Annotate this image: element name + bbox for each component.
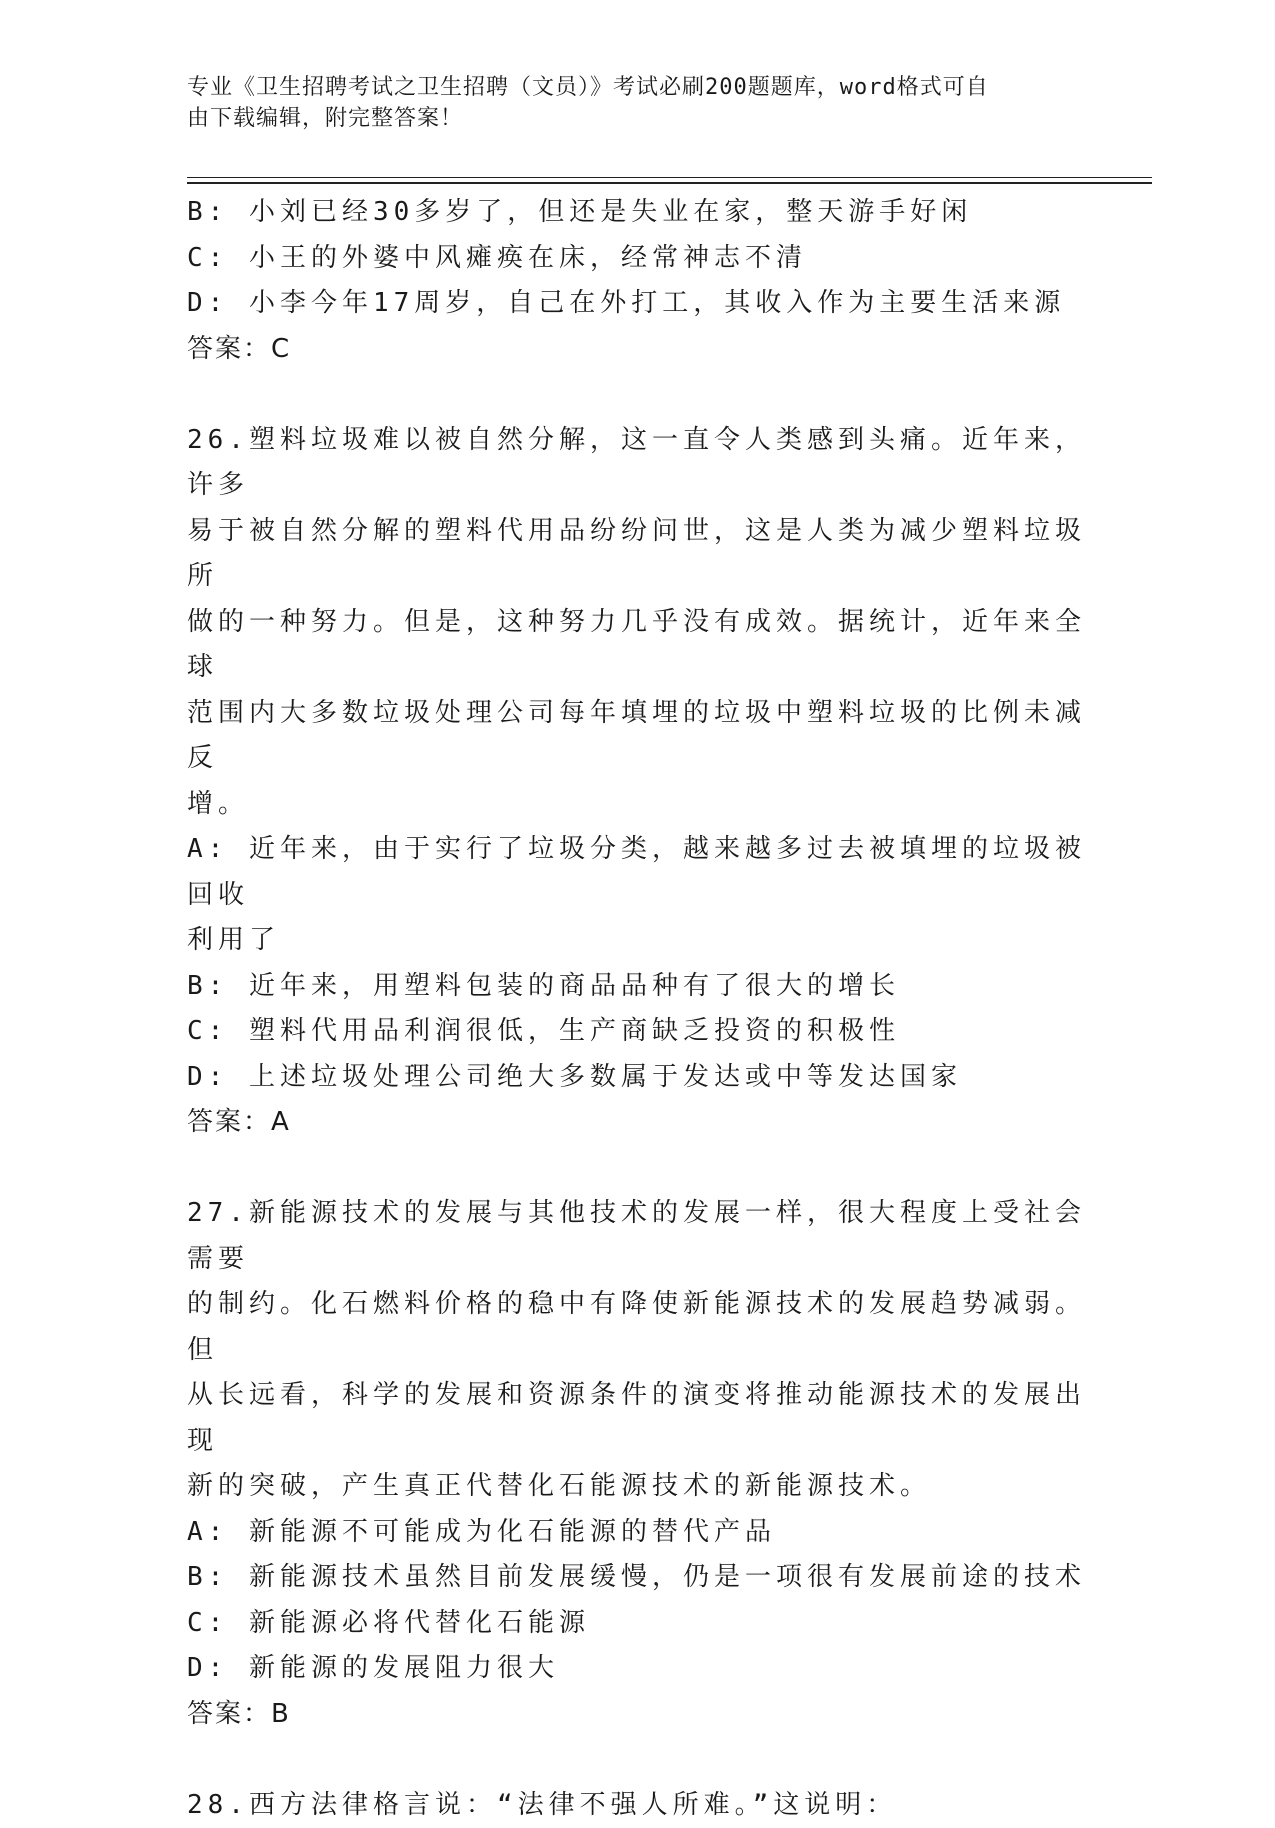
- option-c: C: 塑料代用品利润很低，生产商缺乏投资的积极性: [187, 1009, 1087, 1055]
- answer: 答案：A: [187, 1100, 1087, 1146]
- question-26: [187, 418, 1087, 1146]
- question-stem-line: 范围内大多数垃圾处理公司每年填埋的垃圾中塑料垃圾的比例未减反: [187, 691, 1087, 782]
- document-body: [187, 190, 1087, 1828]
- option-a: A: 新能源不可能成为化石能源的替代产品: [187, 1510, 1087, 1556]
- option-b: B: 新能源技术虽然目前发展缓慢，仍是一项很有发展前途的技术: [187, 1555, 1087, 1601]
- question-28: [187, 1783, 1087, 1828]
- header-divider-thick: [187, 182, 1152, 184]
- option-a: A: 近年来，由于实行了垃圾分类，越来越多过去被填埋的垃圾被回收: [187, 827, 1087, 918]
- question-stem-line: 26.塑料垃圾难以被自然分解，这一直令人类感到头痛。近年来，许多: [187, 418, 1087, 509]
- header-line-1: 专业《卫生招聘考试之卫生招聘（文员）》考试必刷200题题库，word格式可自: [187, 72, 1067, 103]
- option-d: D: 新能源的发展阻力很大: [187, 1646, 1087, 1692]
- question-stem-line: 新的突破，产生真正代替化石能源技术的新能源技术。: [187, 1464, 1087, 1510]
- document-header: [187, 72, 1067, 134]
- answer: 答案：C: [187, 327, 1087, 373]
- header-line-2: 由下载编辑，附完整答案！: [187, 103, 1067, 134]
- option-d: D: 小李今年17周岁，自己在外打工，其收入作为主要生活来源: [187, 281, 1087, 327]
- question-25-tail: [187, 190, 1087, 372]
- option-c: C: 新能源必将代替化石能源: [187, 1601, 1087, 1647]
- question-stem-line: 做的一种努力。但是，这种努力几乎没有成效。据统计，近年来全球: [187, 600, 1087, 691]
- question-stem-line: 增。: [187, 782, 1087, 828]
- question-stem-line: 从长远看，科学的发展和资源条件的演变将推动能源技术的发展出现: [187, 1373, 1087, 1464]
- question-27: [187, 1191, 1087, 1737]
- question-stem-line: 27.新能源技术的发展与其他技术的发展一样，很大程度上受社会需要: [187, 1191, 1087, 1282]
- question-stem-line: 易于被自然分解的塑料代用品纷纷问世，这是人类为减少塑料垃圾所: [187, 509, 1087, 600]
- option-b: B: 小刘已经30多岁了，但还是失业在家，整天游手好闲: [187, 190, 1087, 236]
- option-a-continued: 利用了: [187, 918, 1087, 964]
- option-c: C: 小王的外婆中风瘫痪在床，经常神志不清: [187, 236, 1087, 282]
- question-stem-line: 28.西方法律格言说：“法律不强人所难。”这说明：: [187, 1783, 1087, 1828]
- answer: 答案：B: [187, 1692, 1087, 1738]
- header-divider-thin: [187, 177, 1152, 178]
- question-stem-line: 的制约。化石燃料价格的稳中有降使新能源技术的发展趋势减弱。但: [187, 1282, 1087, 1373]
- option-b: B: 近年来，用塑料包装的商品品种有了很大的增长: [187, 964, 1087, 1010]
- option-d: D: 上述垃圾处理公司绝大多数属于发达或中等发达国家: [187, 1055, 1087, 1101]
